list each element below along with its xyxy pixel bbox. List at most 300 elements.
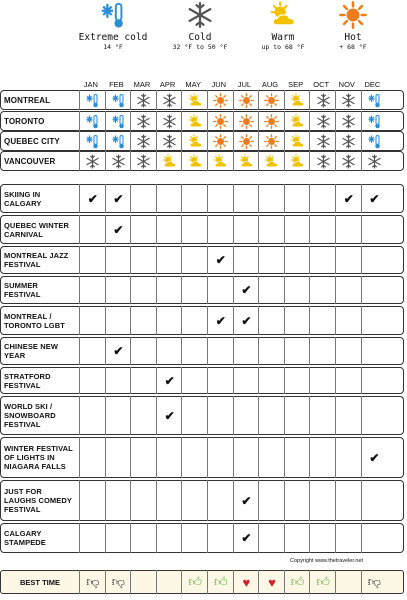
checkmark-icon: ✔ <box>241 313 252 328</box>
month-dec: DEC <box>364 80 381 89</box>
snowflake-icon <box>316 93 331 108</box>
event-month-cell <box>284 337 311 365</box>
event-month-cell <box>79 437 106 478</box>
event-month-cell <box>284 396 311 435</box>
thermometer-snowflake-icon <box>68 0 158 30</box>
weather-cell <box>258 111 285 131</box>
event-name: WINTER FESTIVAL OF LIGHTS IN NIAGARA FALLS <box>4 444 73 471</box>
legend-name: Cold <box>188 32 212 43</box>
event-month-cell <box>79 337 106 365</box>
event-month-cell <box>156 215 183 244</box>
legend-range: up to 68 °F <box>261 43 305 51</box>
weather-cell <box>335 90 362 110</box>
event-month-cell <box>284 480 311 521</box>
weather-cell <box>284 131 311 151</box>
weather-cell <box>105 131 132 151</box>
event-month-cell <box>258 480 285 521</box>
event-row <box>0 367 404 394</box>
thumbs-up-icon: 👍︎ <box>290 574 305 589</box>
event-month-cell <box>233 337 260 365</box>
best-time-label: BEST TIME <box>19 577 60 587</box>
month-apr: APR <box>159 80 176 89</box>
event-month-cell <box>233 184 260 213</box>
month-feb: FEB <box>109 80 124 89</box>
event-month-cell <box>361 276 388 304</box>
event-month-cell <box>156 367 183 394</box>
legend-range: 14 °F <box>103 43 123 51</box>
snowflake-icon <box>367 154 382 169</box>
weather-cell <box>335 151 362 171</box>
event-month-cell <box>181 480 208 521</box>
checkmark-icon: ✔ <box>113 222 124 237</box>
thermometer-snowflake-icon <box>85 93 100 108</box>
event-month-cell <box>105 276 132 304</box>
copyright: Copyright www.thetraveler.net <box>290 558 364 564</box>
sun-cloud-icon <box>162 154 177 169</box>
weather-cell <box>258 90 285 110</box>
best-time-cell <box>181 570 208 594</box>
event-month-cell <box>284 215 311 244</box>
weather-cell <box>309 111 336 131</box>
event-month-cell <box>361 337 388 365</box>
checkmark-icon: ✔ <box>241 493 252 508</box>
sun-cloud-icon <box>290 134 305 149</box>
event-month-cell <box>361 523 388 553</box>
city-row <box>0 111 404 131</box>
heart-icon: ♥ <box>268 574 276 590</box>
best-time-row <box>0 570 404 594</box>
event-month-cell <box>258 306 285 335</box>
sun-cloud-icon <box>188 93 203 108</box>
thumbs-up-icon: 👍︎ <box>316 574 330 589</box>
event-month-cell <box>309 337 336 365</box>
city-name: VANCOUVER <box>4 156 56 166</box>
snowflake-icon <box>85 154 100 169</box>
event-month-cell <box>181 337 208 365</box>
event-month-cell <box>335 396 362 435</box>
event-month-cell <box>156 437 183 478</box>
event-month-cell <box>258 337 285 365</box>
event-month-cell <box>130 337 157 365</box>
event-row <box>0 396 404 435</box>
event-month-cell <box>181 246 208 274</box>
legend-range: 32 °F to 50 °F <box>172 43 228 51</box>
sun-icon <box>213 134 228 149</box>
weather-cell <box>181 111 208 131</box>
month-mar: MAR <box>133 80 151 89</box>
weather-cell <box>181 151 208 171</box>
event-month-cell <box>79 367 106 394</box>
event-month-cell <box>181 276 208 304</box>
event-month-cell <box>207 523 234 553</box>
thermometer-snowflake-icon <box>367 134 382 149</box>
weather-cell <box>284 90 311 110</box>
event-month-cell <box>79 215 106 244</box>
best-time-cell <box>284 570 311 594</box>
snowflake-icon <box>136 93 151 108</box>
event-month-cell <box>258 276 285 304</box>
event-month-cell <box>233 276 260 304</box>
event-row <box>0 276 404 304</box>
event-month-cell <box>233 480 260 521</box>
checkmark-icon: ✔ <box>369 191 380 206</box>
weather-cell <box>335 131 362 151</box>
thermometer-snowflake-icon <box>111 114 126 129</box>
city-name: TORONTO <box>4 116 45 126</box>
weather-cell <box>258 131 285 151</box>
event-month-cell <box>105 523 132 553</box>
event-month-cell <box>309 523 336 553</box>
event-month-cell <box>258 215 285 244</box>
event-month-cell <box>233 523 260 553</box>
event-month-cell <box>284 184 311 213</box>
legend-name: Extreme cold <box>78 32 148 43</box>
best-time-cell <box>335 570 362 594</box>
month-jan: JAN <box>83 80 98 89</box>
best-time-cell <box>309 570 336 594</box>
event-month-cell <box>258 396 285 435</box>
month-header <box>78 79 403 90</box>
event-month-cell <box>130 215 157 244</box>
sun-icon <box>264 93 279 108</box>
event-row <box>0 184 404 213</box>
city-row <box>0 131 404 151</box>
weather-cell <box>156 90 183 110</box>
event-month-cell <box>361 306 388 335</box>
checkmark-icon: ✔ <box>343 191 354 206</box>
weather-cell <box>130 90 157 110</box>
event-month-cell <box>258 437 285 478</box>
event-row <box>0 306 404 335</box>
event-month-cell <box>207 337 234 365</box>
sun-icon <box>264 114 279 129</box>
event-month-cell <box>207 184 234 213</box>
sun-cloud-icon <box>188 154 203 169</box>
weather-cell <box>233 111 260 131</box>
event-month-cell <box>105 306 132 335</box>
event-month-cell <box>105 437 132 478</box>
sun-icon <box>239 114 254 129</box>
event-month-cell <box>181 437 208 478</box>
event-month-cell <box>181 367 208 394</box>
event-month-cell <box>105 480 132 521</box>
event-month-cell <box>105 396 132 435</box>
event-name: SUMMER FESTIVAL <box>4 281 41 299</box>
city-name: QUEBEC CITY <box>4 136 60 146</box>
event-month-cell <box>207 306 234 335</box>
sun-cloud-icon <box>290 154 305 169</box>
event-month-cell <box>130 276 157 304</box>
snowflake-icon <box>341 93 356 108</box>
event-month-cell <box>258 184 285 213</box>
event-month-cell <box>284 276 311 304</box>
month-jul: JUL <box>237 80 252 89</box>
snowflake-icon <box>136 134 151 149</box>
event-month-cell <box>79 396 106 435</box>
event-month-cell <box>309 215 336 244</box>
sun-cloud-icon <box>290 114 305 129</box>
weather-cell <box>361 90 388 110</box>
sun-cloud-icon <box>213 154 228 169</box>
event-row <box>0 215 404 244</box>
event-month-cell <box>309 246 336 274</box>
weather-cell <box>207 111 234 131</box>
event-month-cell <box>233 306 260 335</box>
thermometer-snowflake-icon <box>111 134 126 149</box>
snowflake-icon <box>155 0 245 30</box>
event-month-cell <box>284 523 311 553</box>
event-month-cell <box>335 437 362 478</box>
snowflake-icon <box>111 154 126 169</box>
weather-cell <box>361 111 388 131</box>
event-month-cell <box>233 437 260 478</box>
weather-cell <box>207 151 234 171</box>
event-name: STRATFORD FESTIVAL <box>4 371 51 390</box>
sun-icon <box>264 134 279 149</box>
thermometer-snowflake-icon <box>85 134 100 149</box>
event-month-cell <box>233 246 260 274</box>
event-row <box>0 480 404 521</box>
weather-cell <box>233 151 260 171</box>
event-month-cell <box>79 184 106 213</box>
snowflake-icon <box>162 114 177 129</box>
event-month-cell <box>156 246 183 274</box>
thumbs-down-icon: 👎︎ <box>111 574 125 589</box>
heart-icon: ♥ <box>242 574 251 590</box>
weather-cell <box>233 90 260 110</box>
event-name: JUST FOR LAUGHS COMEDY FESTIVAL <box>4 487 72 514</box>
weather-cell <box>181 131 208 151</box>
event-month-cell <box>105 367 132 394</box>
event-row <box>0 523 404 553</box>
thermometer-snowflake-icon <box>367 114 382 129</box>
weather-cell <box>105 151 132 171</box>
event-month-cell <box>361 396 388 435</box>
event-month-cell <box>130 246 157 274</box>
legend-cold <box>155 0 245 51</box>
event-month-cell <box>233 215 260 244</box>
event-month-cell <box>335 215 362 244</box>
thumbs-down-icon: 👎︎ <box>367 574 381 589</box>
checkmark-icon: ✔ <box>113 344 124 358</box>
thumbs-up-icon: 👍︎ <box>214 574 228 589</box>
event-month-cell <box>309 396 336 435</box>
snowflake-icon <box>341 134 356 149</box>
event-month-cell <box>361 215 388 244</box>
snowflake-icon <box>136 114 151 129</box>
event-name: MONTREAL / TORONTO LGBT <box>4 311 65 330</box>
event-month-cell <box>309 306 336 335</box>
event-month-cell <box>79 276 106 304</box>
best-time-cell <box>233 570 260 594</box>
legend-extreme-cold <box>68 0 158 51</box>
month-nov: NOV <box>338 80 355 89</box>
event-month-cell <box>105 184 132 213</box>
event-month-cell <box>258 246 285 274</box>
city-row <box>0 90 404 110</box>
checkmark-icon: ✔ <box>215 313 226 328</box>
event-month-cell <box>181 215 208 244</box>
weather-cell <box>335 111 362 131</box>
event-month-cell <box>156 184 183 213</box>
sun-icon <box>239 93 254 108</box>
snowflake-icon <box>162 134 177 149</box>
event-row <box>0 337 404 365</box>
event-month-cell <box>130 480 157 521</box>
event-month-cell <box>309 437 336 478</box>
legend-name: Hot <box>344 32 362 43</box>
weather-cell <box>361 131 388 151</box>
event-month-cell <box>130 523 157 553</box>
month-oct: OCT <box>313 80 330 89</box>
event-month-cell <box>207 276 234 304</box>
weather-cell <box>309 131 336 151</box>
event-month-cell <box>105 246 132 274</box>
event-month-cell <box>284 367 311 394</box>
checkmark-icon: ✔ <box>215 253 226 267</box>
legend-hot <box>308 0 398 51</box>
event-month-cell <box>130 184 157 213</box>
event-month-cell <box>335 523 362 553</box>
weather-cell <box>79 90 106 110</box>
weather-cell <box>79 111 106 131</box>
best-time-cell <box>105 570 132 594</box>
sun-cloud-icon <box>239 154 254 169</box>
event-month-cell <box>335 246 362 274</box>
checkmark-icon: ✔ <box>164 373 175 388</box>
event-month-cell <box>79 480 106 521</box>
best-time-cell <box>156 570 183 594</box>
weather-cell <box>105 111 132 131</box>
event-name: CALGARY STAMPEDE <box>4 529 46 547</box>
best-time-cell <box>130 570 157 594</box>
event-month-cell <box>361 480 388 521</box>
checkmark-icon: ✔ <box>164 408 175 423</box>
event-month-cell <box>233 367 260 394</box>
weather-cell <box>105 90 132 110</box>
best-time-cell <box>79 570 106 594</box>
event-month-cell <box>309 276 336 304</box>
event-month-cell <box>130 367 157 394</box>
event-month-cell <box>258 367 285 394</box>
sun-cloud-icon <box>188 114 203 129</box>
weather-cell <box>156 151 183 171</box>
snowflake-icon <box>316 154 331 169</box>
event-month-cell <box>156 337 183 365</box>
event-month-cell <box>309 480 336 521</box>
weather-cell <box>79 131 106 151</box>
month-jun: JUN <box>211 80 227 89</box>
snowflake-icon <box>341 114 356 129</box>
event-month-cell <box>361 246 388 274</box>
best-time-cell <box>207 570 234 594</box>
event-month-cell <box>207 246 234 274</box>
best-time-cell <box>361 570 388 594</box>
event-month-cell <box>335 184 362 213</box>
snowflake-icon <box>341 154 356 169</box>
event-month-cell <box>156 276 183 304</box>
event-month-cell <box>233 396 260 435</box>
checkmark-icon: ✔ <box>87 191 98 206</box>
month-may: MAY <box>185 80 202 89</box>
month-aug: AUG <box>261 80 279 89</box>
weather-cell <box>309 151 336 171</box>
weather-cell <box>156 111 183 131</box>
checkmark-icon: ✔ <box>241 283 252 297</box>
sun-icon <box>213 93 228 108</box>
thermometer-snowflake-icon <box>367 93 382 108</box>
event-month-cell <box>361 184 388 213</box>
weather-cell <box>130 111 157 131</box>
month-sep: SEP <box>288 80 304 89</box>
thumbs-down-icon: 👎︎ <box>86 574 100 589</box>
thermometer-snowflake-icon <box>111 93 126 108</box>
event-month-cell <box>79 246 106 274</box>
snowflake-icon <box>316 134 331 149</box>
weather-cell <box>284 111 311 131</box>
weather-cell <box>207 90 234 110</box>
event-name: SKIING IN CALGARY <box>4 189 42 208</box>
event-month-cell <box>207 215 234 244</box>
weather-cell <box>233 131 260 151</box>
snowflake-icon <box>316 114 331 129</box>
event-month-cell <box>361 367 388 394</box>
event-month-cell <box>181 184 208 213</box>
event-month-cell <box>156 523 183 553</box>
event-month-cell <box>156 396 183 435</box>
thumbs-up-icon: 👍︎ <box>188 574 202 589</box>
event-month-cell <box>335 367 362 394</box>
event-month-cell <box>207 480 234 521</box>
event-month-cell <box>207 367 234 394</box>
event-month-cell <box>335 480 362 521</box>
event-name: WORLD SKI / SNOWBOARD FESTIVAL <box>4 402 56 429</box>
legend-range: + 68 °F <box>339 43 367 51</box>
sun-icon <box>213 114 228 129</box>
climate-legend <box>0 0 407 62</box>
best-time-cell <box>258 570 285 594</box>
event-month-cell <box>130 306 157 335</box>
weather-cell <box>181 90 208 110</box>
event-month-cell <box>79 306 106 335</box>
sun-icon <box>239 134 254 149</box>
checkmark-icon: ✔ <box>113 191 124 206</box>
event-month-cell <box>181 306 208 335</box>
weather-cell <box>130 151 157 171</box>
weather-cell <box>156 131 183 151</box>
event-row <box>0 246 404 274</box>
event-month-cell <box>309 367 336 394</box>
event-name: CHINESE NEW YEAR <box>4 342 59 360</box>
event-month-cell <box>79 523 106 553</box>
event-month-cell <box>361 437 388 478</box>
weather-cell <box>207 131 234 151</box>
event-month-cell <box>181 396 208 435</box>
event-month-cell <box>181 523 208 553</box>
sun-cloud-icon <box>188 134 203 149</box>
event-month-cell <box>335 337 362 365</box>
weather-cell <box>258 151 285 171</box>
weather-cell <box>130 131 157 151</box>
event-month-cell <box>207 437 234 478</box>
event-month-cell <box>105 337 132 365</box>
city-name: MONTREAL <box>4 95 51 105</box>
event-month-cell <box>207 396 234 435</box>
event-month-cell <box>130 437 157 478</box>
sun-cloud-icon <box>264 154 279 169</box>
weather-cell <box>361 151 388 171</box>
event-month-cell <box>284 306 311 335</box>
